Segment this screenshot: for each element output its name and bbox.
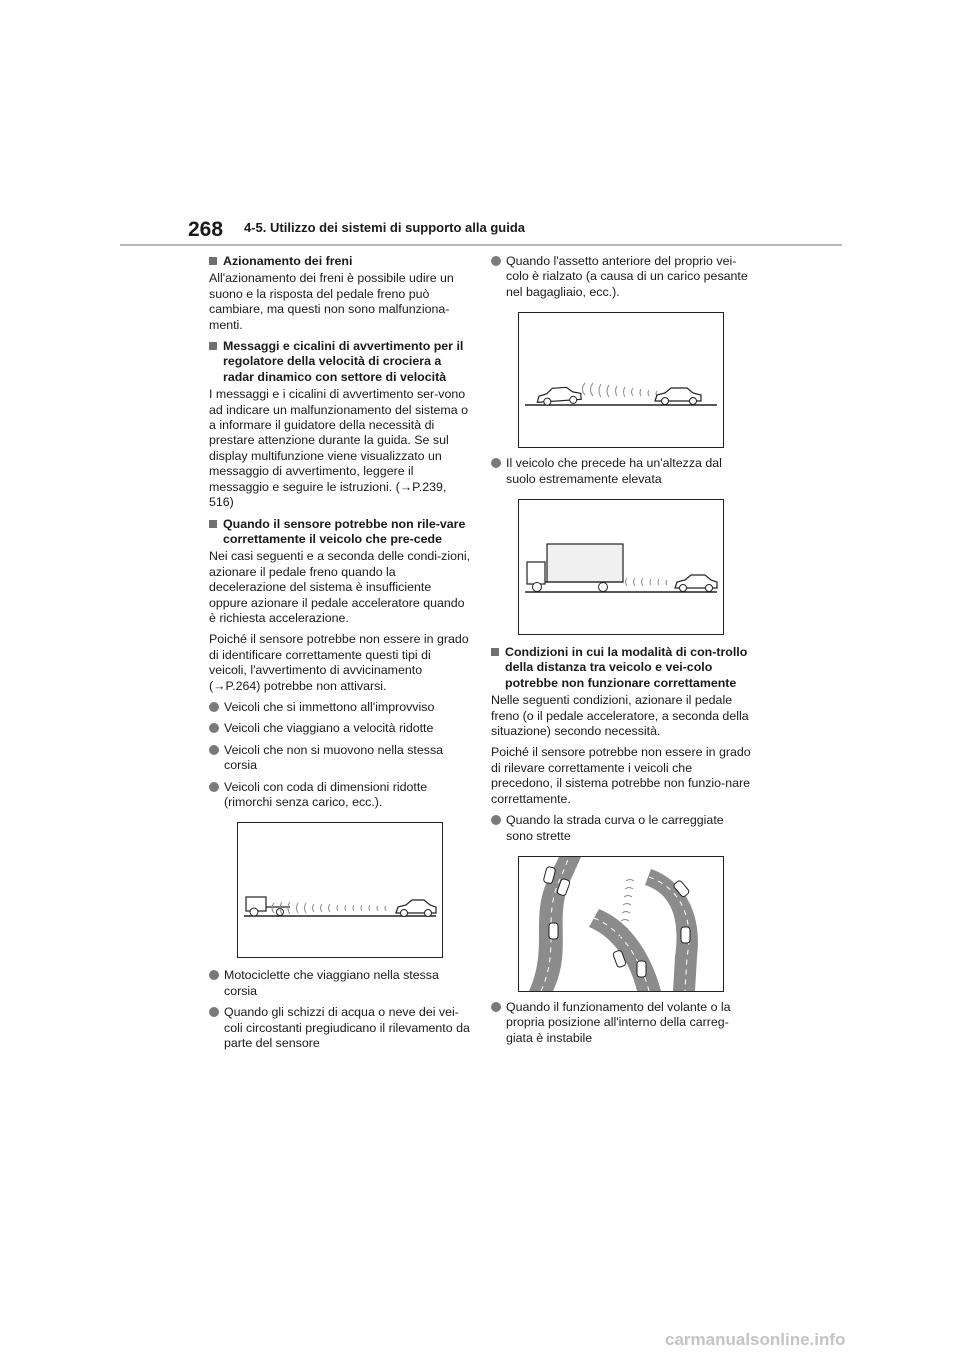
list-item: Quando gli schizzi di acqua o neve dei vei-coli circostanti pregiudicano il rilevamento da parte del sensore (209, 1005, 471, 1051)
list-item: Motociclette che viaggiano nella stessa corsia (209, 968, 471, 999)
trailer-drawing (238, 823, 442, 957)
figure-raised-front-illustration (518, 312, 724, 448)
paragraph: Nei casi seguenti e a seconda delle condi-zioni, azionare il pedale freno quando la decelerazione del sistema è insufficiente oppure azionare il pedale acceleratore quando è richiesta accelerazione. (209, 549, 471, 625)
list-item: Veicoli che si immettono all'improvviso (209, 700, 471, 715)
round-bullet-icon (491, 1002, 501, 1012)
watermark: carmanualsonline.info (665, 1330, 846, 1349)
round-bullet-icon (209, 782, 219, 792)
heading-sensor: Quando il sensore potrebbe non rile-vare correttamente il veicolo che pre-cede (209, 517, 471, 548)
right-column (491, 254, 753, 1052)
round-bullet-icon (209, 1007, 219, 1017)
paragraph: All'azionamento dei freni è possibile udire un suono e la risposta del pedale freno può cambiare, ma questi non sono malfunziona-menti. (209, 271, 454, 332)
round-bullet-icon (491, 256, 501, 266)
page-number: 268 (188, 218, 224, 241)
figure-high-truck-illustration (518, 499, 724, 635)
figure-curved-roads-illustration (518, 856, 724, 992)
round-bullet-icon (491, 458, 501, 468)
round-bullet-icon (209, 723, 219, 733)
list-item: Veicoli che viaggiano a velocità ridotte (209, 721, 471, 736)
high-truck-drawing (519, 500, 723, 634)
paragraph: Poiché il sensore potrebbe non essere in grado di identificare correttamente questi tipi di veicoli, l'avvertimento di avvicinamento (→P.264) potrebbe non attivarsi. (209, 632, 469, 693)
square-bullet-icon (209, 257, 217, 265)
list-item: Quando il funzionamento del volante o la propria posizione all'interno della carreg-giata è instabile (491, 1000, 753, 1046)
paragraph: I messaggi e i cicalini di avvertimento ser-vono ad indicare un malfunzionamento del sistema o a informare il guidatore della necessità di prestare attenzione durante la guida. Se sul display multifunzione viene visualizzato un messaggio di avvertimento, leggere il messaggio e seguire le istruzioni. (→P.239, 516) (209, 387, 468, 510)
heading-distance-mode: Condizioni in cui la modalità di con-trollo della distanza tra veicolo e vei-colo potrebbe non funzionare correttamente (491, 645, 753, 691)
raised-front-drawing (519, 313, 723, 447)
square-bullet-icon (209, 520, 217, 528)
heading-braking: Azionamento dei freni (209, 254, 471, 269)
round-bullet-icon (491, 815, 501, 825)
square-bullet-icon (209, 342, 217, 350)
section-title: 4-5. Utilizzo dei sistemi di supporto alla guida (244, 220, 525, 235)
list-item: Veicoli che non si muovono nella stessa corsia (209, 743, 471, 774)
paragraph: Nelle seguenti condizioni, azionare il pedale freno (o il pedale acceleratore, a seconda della situazione) secondo necessità. (491, 693, 749, 739)
list-item: Quando l'assetto anteriore del proprio vei-colo è rialzato (a causa di un carico pesante nel bagagliaio, ecc.). (491, 254, 753, 300)
square-bullet-icon (491, 648, 499, 656)
round-bullet-icon (209, 745, 219, 755)
paragraph: Poiché il sensore potrebbe non essere in grado di rilevare correttamente i veicoli che precedono, il sistema potrebbe non funzio-nare correttamente. (491, 745, 751, 806)
round-bullet-icon (209, 702, 219, 712)
header-rule (120, 244, 842, 246)
figure-trailer-illustration (237, 822, 443, 958)
list-item: Il veicolo che precede ha un'altezza dal suolo estremamente elevata (491, 456, 753, 487)
curved-roads-drawing (519, 857, 723, 991)
list-item: Quando la strada curva o le carreggiate sono strette (491, 813, 753, 844)
heading-warnings: Messaggi e cicalini di avvertimento per il regolatore della velocità di crociera a radar dinamico con settore di velocità (209, 339, 471, 385)
list-item: Veicoli con coda di dimensioni ridotte (rimorchi senza carico, ecc.). (209, 780, 471, 811)
round-bullet-icon (209, 970, 219, 980)
left-column (209, 254, 471, 1057)
